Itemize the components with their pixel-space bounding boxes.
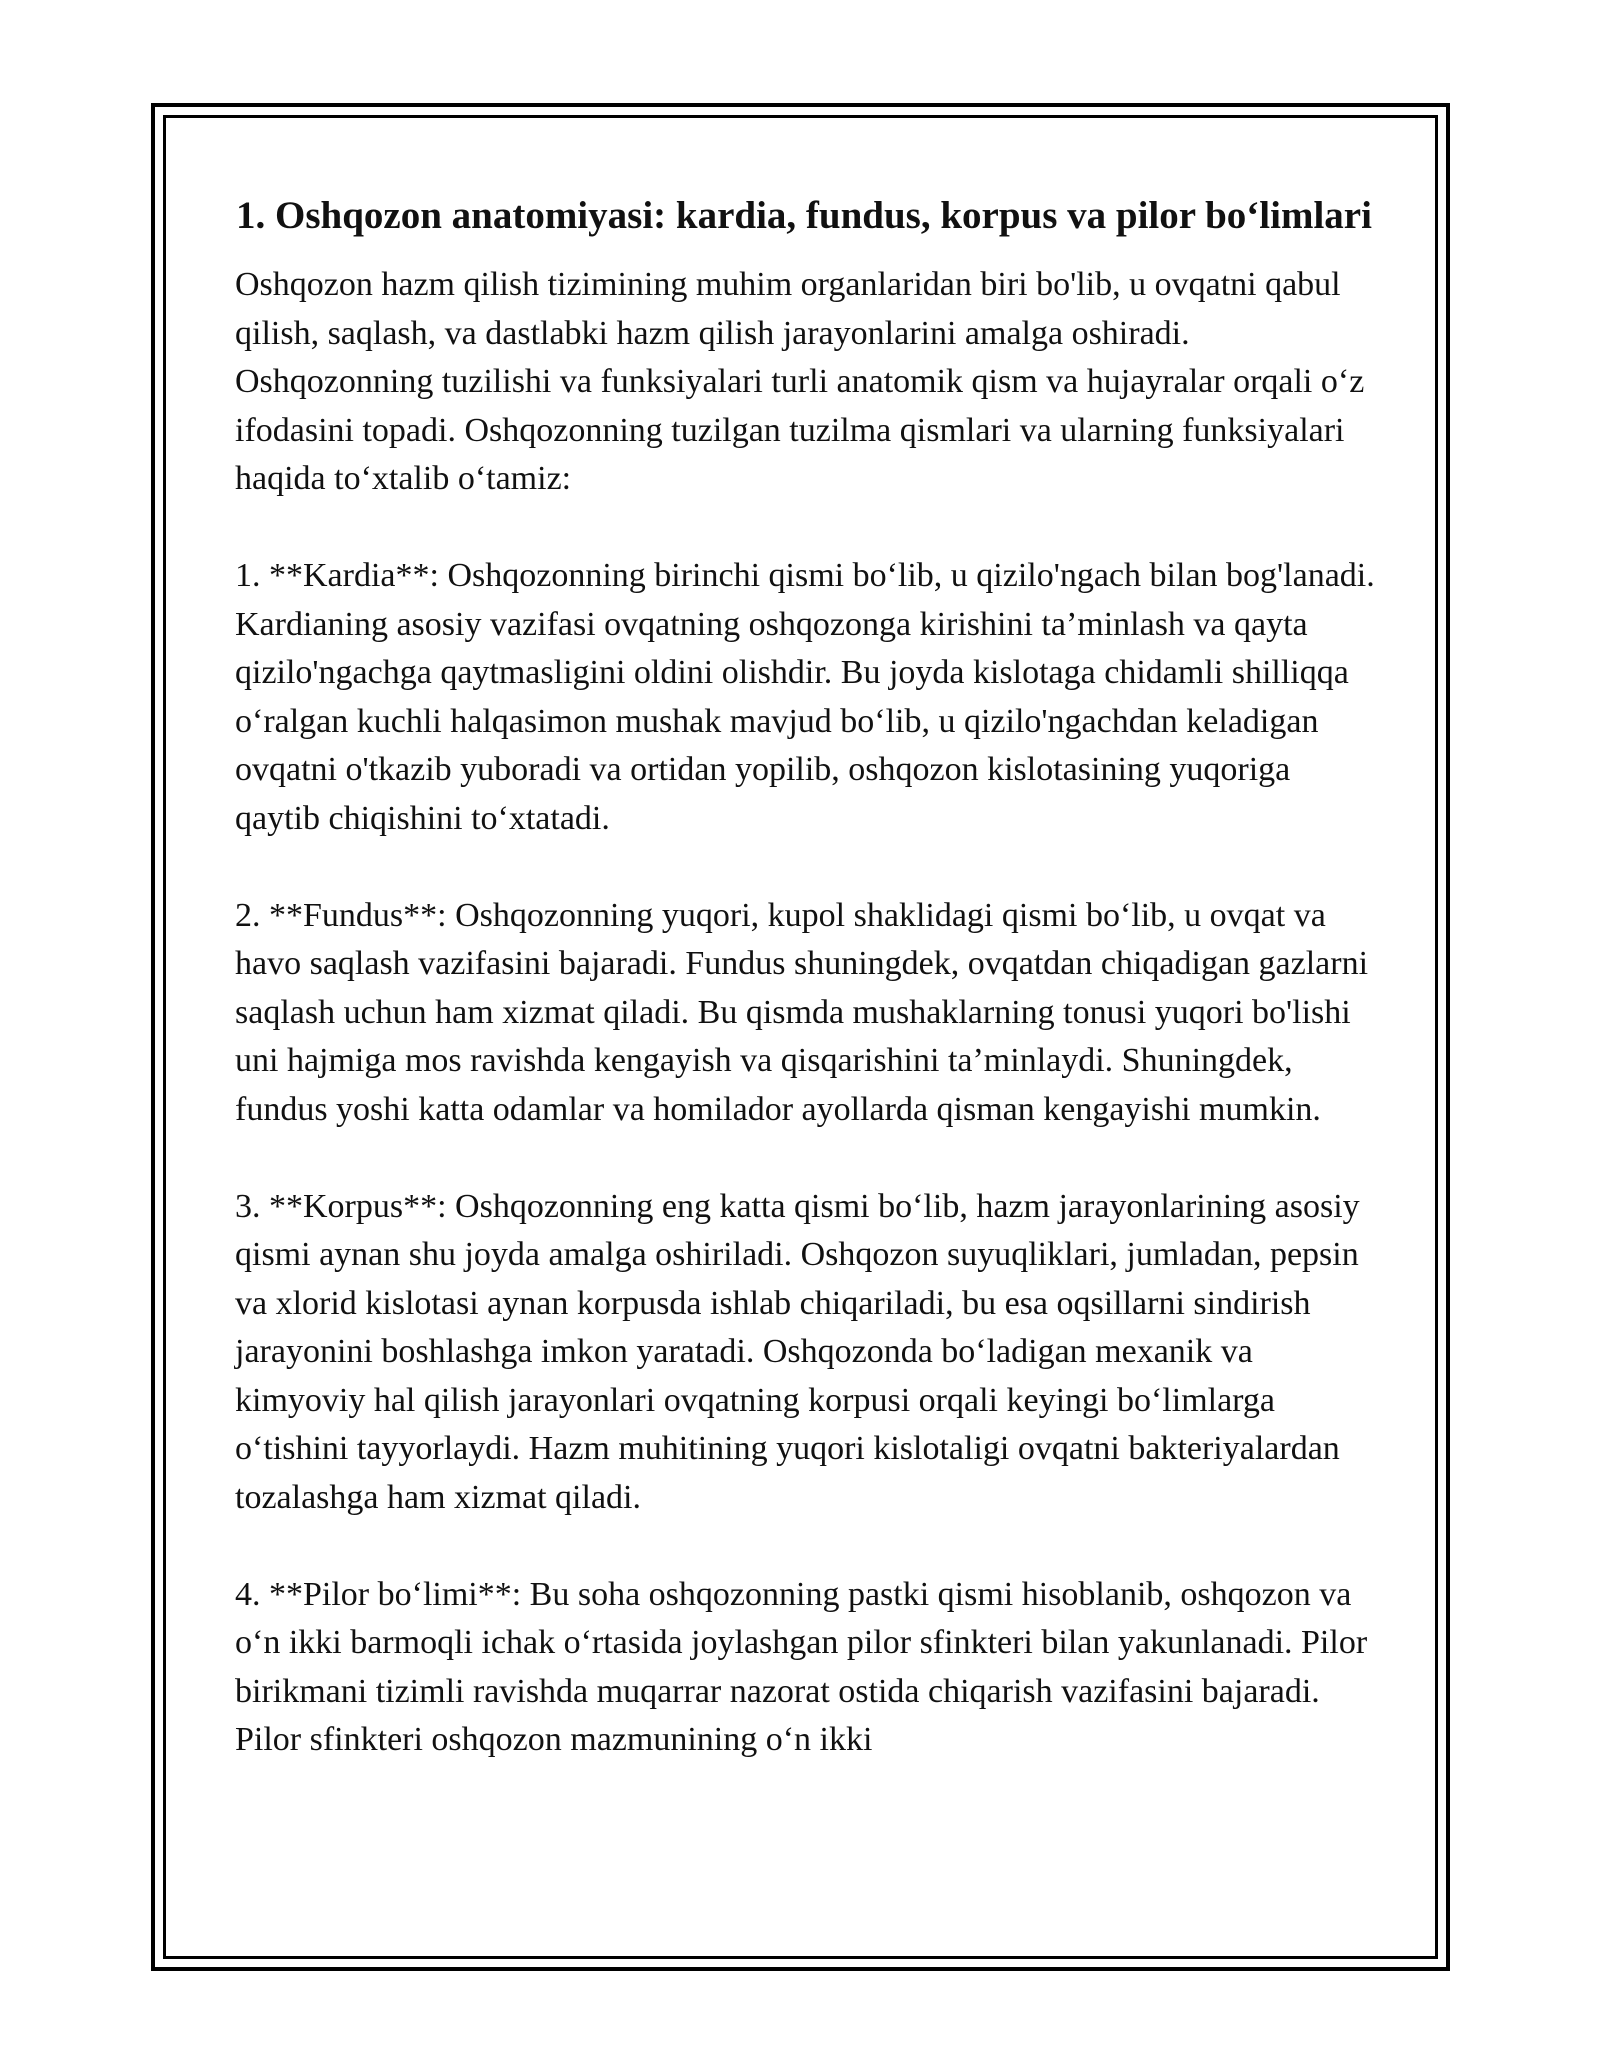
kardia-paragraph: 1. **Kardia**: Oshqozonning birinchi qismi bo‘lib, u qizilo'ngach bilan bog'lanadi. Kardianing asosiy vazifasi ovqatning oshqozonga kirishini ta’minlash va qayta qizilo'ngachga qaytmasligini oldini olishdir. Bu joyda kislotaga chidamli shilliqqa o‘ralgan kuchli halqasimon mushak mavjud bo‘lib, u qizilo'ngachdan keladigan ovqatni o'tkazib yuboradi va ortidan yopilib, oshqozon kislotasining yuqoriga qaytib chiqishini to‘xtatadi. (235, 557, 1375, 837)
intro-paragraph: Oshqozon hazm qilish tizimining muhim organlaridan biri bo'lib, u ovqatni qabul qilish, saqlash, va dastlabki hazm qilish jarayonlarini amalga oshiradi. Oshqozonning tuzilishi va funksiyalari turli anatomik qism va hujayralar orqali o‘z ifodasini topadi. Oshqozonning tuzilgan tuzilma qismlari va ularning funksiyalari haqida to‘xtalib o‘tamiz: (235, 266, 1365, 497)
korpus-paragraph: 3. **Korpus**: Oshqozonning eng katta qismi bo‘lib, hazm jarayonlarining asosiy qismi aynan shu joyda amalga oshiriladi. Oshqozon suyuqliklari, jumladan, pepsin va xlorid kislotasi aynan korpusda ishlab chiqariladi, bu esa oqsillarni sindirish jarayonini boshlashga imkon yaratadi. Oshqozonda bo‘ladigan mexanik va kimyoviy hal qilish jarayonlari ovqatning korpusi orqali keyingi bo‘limlarga o‘tishini tayyorlaydi. Hazm muhitining yuqori kislotaligi ovqatni bakteriyalardan tozalashga ham xizmat qiladi. (235, 1187, 1360, 1516)
fundus-paragraph: 2. **Fundus**: Oshqozonning yuqori, kupol shaklidagi qismi bo‘lib, u ovqat va havo saqlash vazifasini bajaradi. Fundus shuningdek, ovqatdan chiqadigan gazlarni saqlash uchun ham xizmat qiladi. Bu qismda mushaklarning tonusi yuqori bo'lishi uni hajmiga mos ravishda kengayish va qisqarishini ta’minlaydi. Shuningdek, fundus yoshi katta odamlar va homilador ayollarda qisman kengayishi mumkin. (235, 896, 1369, 1128)
pilor-paragraph: 4. **Pilor bo‘limi**: Bu soha oshqozonning pastki qismi hisoblanib, oshqozon va o‘n ikki barmoqli ichak o‘rtasida joylashgan pilor sfinkteri bilan yakunlanadi. Pilor birikmani tizimli ravishda muqarrar nazorat ostida chiqarish vazifasini bajaradi. Pilor sfinkteri oshqozon mazmunining o‘n ikki (235, 1575, 1368, 1758)
document-body (235, 188, 1375, 1765)
page-title: 1. Oshqozon anatomiyasi: kardia, fundus, korpus va pilor bo‘limlari (236, 194, 1372, 237)
